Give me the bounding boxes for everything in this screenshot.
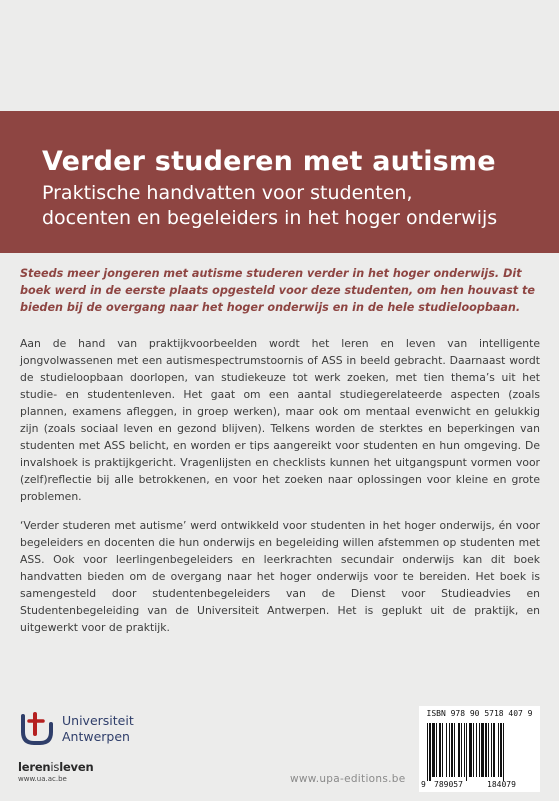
university-name-line-1: Universiteit [62,713,134,728]
publisher-url: www.upa-editions.be [290,773,406,785]
university-name-line-2: Antwerpen [62,729,130,744]
intro-paragraph: Steeds meer jongeren met autisme studeren verder in het hoger onderwijs. Dit boek werd in de eerste plaats opgesteld voor deze studenten, om hen houvast te bieden bij de overgang naar het hoger onderwijs en in de hele studieloopbaan. [20,267,535,314]
series-logo-part-3: leven [59,760,94,774]
series-url: www.ua.ac.be [18,775,67,783]
book-subtitle [42,181,497,231]
barcode-bar [481,723,484,777]
barcode-bar [493,723,495,777]
barcode-bar [429,723,431,781]
barcode-bar [436,723,437,777]
university-name [62,713,134,745]
barcode-bar [479,723,480,777]
barcode-bar [439,723,441,777]
barcode-bar [498,723,499,777]
barcode-bar [427,723,428,781]
university-logo-icon [17,710,57,750]
barcode-bar [469,723,472,777]
isbn-barcode-box [419,706,540,792]
subtitle-line-1: Praktische handvatten voor studenten, [42,182,413,204]
barcode-bar [500,723,502,777]
barcode-bar [485,723,487,777]
barcode-bar [488,723,489,777]
barcode-bar [503,723,504,781]
series-logo-part-1: leren [18,760,51,774]
body-paragraph-1: Aan de hand van praktijkvoorbeelden wordt het leren en leven van intelligente jongvolwassenen met een autismespectrumstoornis of ASS in beeld gebracht. Daarnaast wordt de studieloopbaan doorlopen, van studiekeuze tot werk zoeken, met tien thema’s uit het studie- en studentenleven. Het gaat om een aantal studiegerelateerde aspecten (zoals plannen, examens afleggen, in groep werken), maar ook om mentaal evenwicht en gelukkig zijn (zoals sociaal leven en gezond blijven). Telkens worden de sterktes en beperkingen van studenten met ASS belicht, en worden er tips aangereikt voor studenten en hun omgeving. De invalshoek is praktijkgericht. Vragenlijsten en checklists kunnen het uitgangspunt vormen voor (zelf)reflectie bij alle betrokkenen, en voor het zoeken naar oplossingen voor kleine en grote problemen. [20,337,540,503]
isbn-number: ISBN 978 90 5718 407 9 [426,709,533,718]
barcode-digits-group-1: 789057 [434,780,463,789]
barcode-bar [449,723,450,777]
barcode-bar [446,723,447,777]
barcode-bar [464,723,465,777]
barcode-bar [454,723,455,777]
barcode-bar [491,723,492,777]
subtitle-line-2: docenten en begeleiders in het hoger onderwijs [42,207,498,229]
barcode-bar [458,723,460,777]
barcode-bar [432,723,435,777]
series-logo-part-2: is [50,760,60,774]
barcode-bar [473,723,474,777]
barcode-bar [476,723,477,777]
barcode-digits-group-2: 184079 [487,780,516,789]
body-paragraph-2: ‘Verder studeren met autisme’ werd ontwikkeld voor studenten in het hoger onderwijs, én voor begeleiders en docenten die hun onderwijs en begeleiding willen afstemmen op studenten met ASS. Ook voor leerlingenbegeleiders en leerkrachten secundair onderwijs kan dit boek handvatten bieden om de overgang naar het hoger onderwijs voor te bereiden. Het boek is samengesteld door studentenbegeleiders van de Dienst voor Studieadvies en Studentenbegeleiding van de Universiteit Antwerpen. Het is geplukt uit de praktijk, en uitgewerkt voor de praktijk. [20,519,540,634]
barcode-bar [442,723,443,777]
barcode-bar [461,723,462,777]
barcode [427,723,532,781]
barcode-digit-lead: 9 [421,780,426,789]
series-logo [18,760,93,774]
barcode-bar [451,723,453,777]
barcode-bar [466,723,467,781]
book-title: Verder studeren met autisme [42,146,496,177]
